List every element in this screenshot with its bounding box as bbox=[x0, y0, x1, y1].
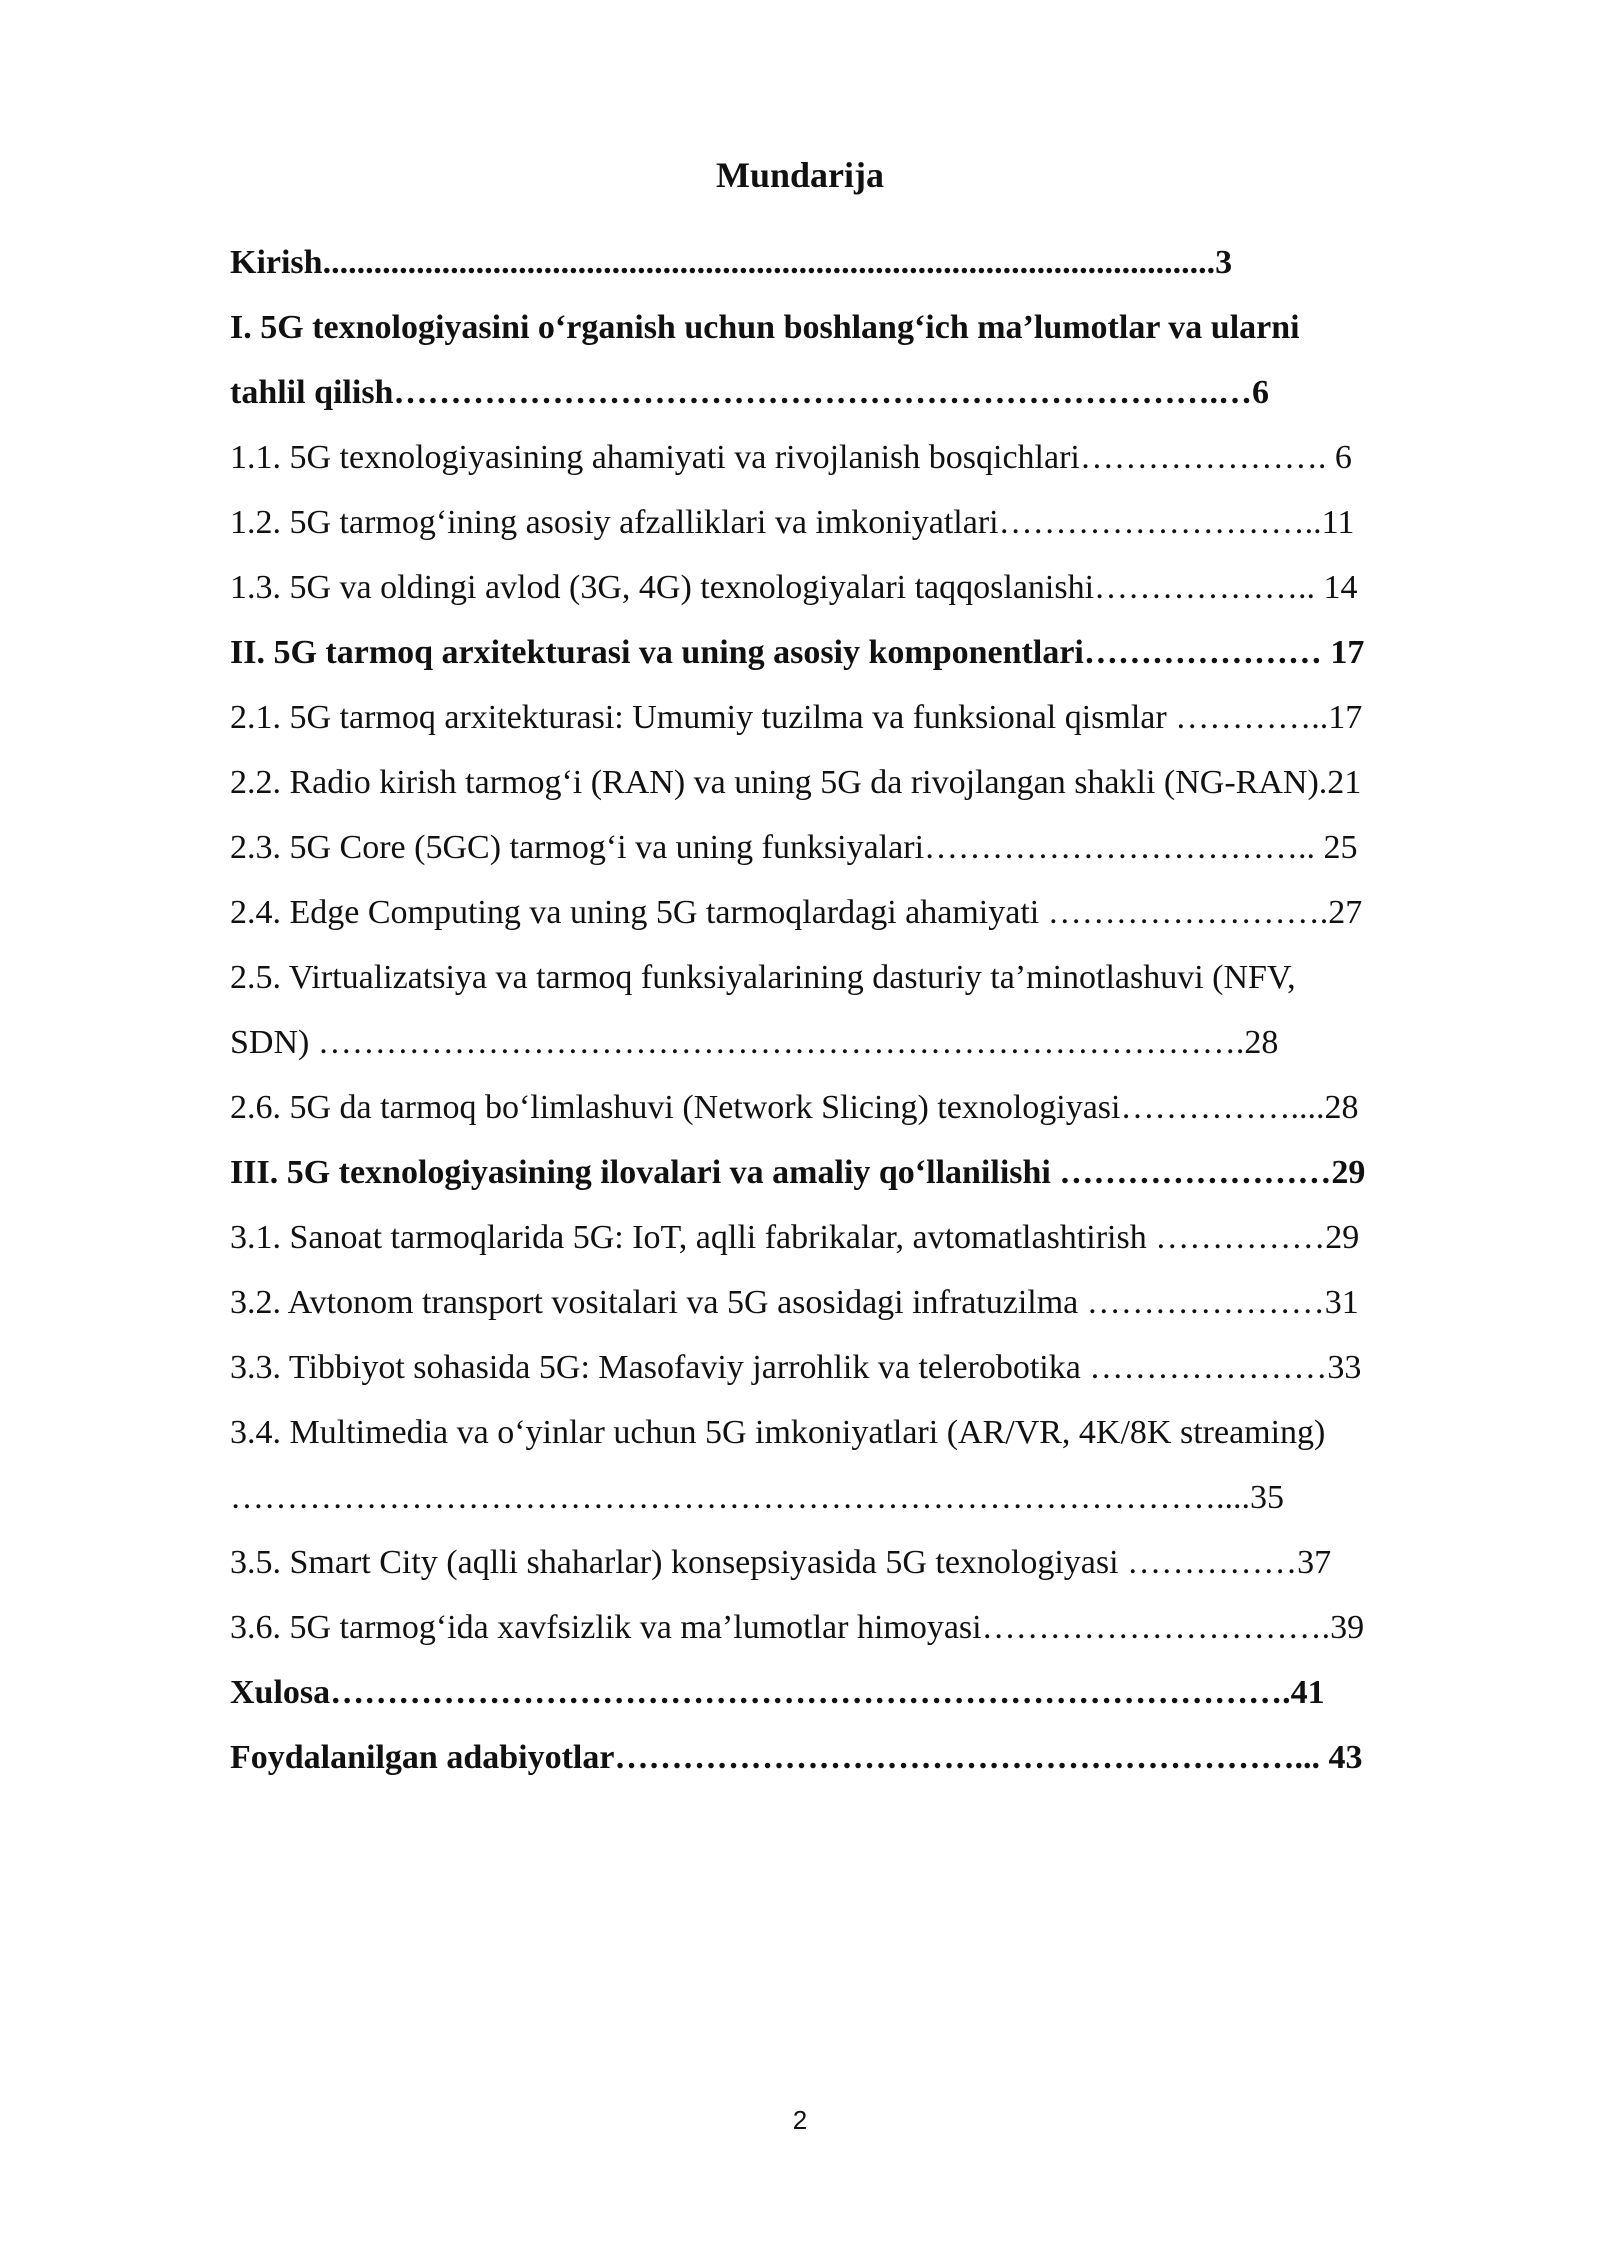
toc-section-1-3[interactable]: 1.3. 5G va oldingi avlod (3G, 4G) texnologiyalari taqqoslanishi……………….. 14 bbox=[230, 569, 1358, 606]
page-number: 2 bbox=[792, 2105, 808, 2135]
toc-chapter-3[interactable]: III. 5G texnologiyasining ilovalari va amaliy qo‘llanilishi ……………………29 bbox=[230, 1154, 1366, 1191]
toc-section-2-2[interactable]: 2.2. Radio kirish tarmog‘i (RAN) va uning 5G da rivojlangan shakli (NG-RAN).21 bbox=[230, 764, 1362, 801]
toc-section-3-5[interactable]: 3.5. Smart City (aqlli shaharlar) konsepsiyasida 5G texnologiyasi ……………37 bbox=[230, 1544, 1332, 1581]
toc-section-1-2[interactable]: 1.2. 5G tarmog‘ining asosiy afzalliklari va imkoniyatlari………………………..11 bbox=[230, 504, 1355, 541]
toc-section-2-5-line-1[interactable]: 2.5. Virtualizatsiya va tarmoq funksiyalarining dasturiy ta’minotlashuvi (NFV, bbox=[230, 959, 1296, 996]
toc-entry-xulosa[interactable]: Xulosa………………………………………………………………………….41 bbox=[230, 1674, 1325, 1711]
toc-entry-kirish[interactable]: Kirish.........................................................................................................3 bbox=[230, 244, 1233, 281]
toc-section-3-3[interactable]: 3.3. Tibbiyot sohasida 5G: Masofaviy jarrohlik va telerobotika …………………33 bbox=[230, 1349, 1362, 1386]
toc-section-3-1[interactable]: 3.1. Sanoat tarmoqlarida 5G: IoT, aqlli fabrikalar, avtomatlashtirish ……………29 bbox=[230, 1219, 1360, 1256]
toc-title: Mundarija bbox=[715, 155, 884, 195]
table-of-contents bbox=[230, 230, 1490, 1790]
toc-section-2-3[interactable]: 2.3. 5G Core (5GC) tarmog‘i va uning funksiyalari…………………………….. 25 bbox=[230, 829, 1358, 866]
toc-chapter-1-line-2[interactable]: tahlil qilish……………………………………………………………….…6 bbox=[230, 374, 1269, 411]
toc-section-1-1[interactable]: 1.1. 5G texnologiyasining ahamiyati va rivojlanish bosqichlari…………………. 6 bbox=[230, 439, 1352, 476]
toc-section-3-4-line-1[interactable]: 3.4. Multimedia va o‘yinlar uchun 5G imkoniyatlari (AR/VR, 4K/8K streaming) bbox=[230, 1414, 1326, 1451]
toc-section-2-1[interactable]: 2.1. 5G tarmoq arxitekturasi: Umumiy tuzilma va funksional qismlar …………..17 bbox=[230, 699, 1363, 736]
toc-section-3-4-line-2[interactable]: ……………………………………………………………………………....35 bbox=[230, 1479, 1284, 1516]
toc-section-3-6[interactable]: 3.6. 5G tarmog‘ida xavfsizlik va ma’lumotlar himoyasi………………………….39 bbox=[230, 1609, 1365, 1646]
toc-chapter-1-line-1[interactable]: I. 5G texnologiyasini o‘rganish uchun boshlang‘ich ma’lumotlar va ularni bbox=[230, 309, 1300, 346]
toc-section-2-4[interactable]: 2.4. Edge Computing va uning 5G tarmoqlardagi ahamiyati …………………….27 bbox=[230, 894, 1363, 931]
toc-chapter-2[interactable]: II. 5G tarmoq arxitekturasi va uning asosiy komponentlari………………… 17 bbox=[230, 634, 1365, 671]
toc-section-2-6[interactable]: 2.6. 5G da tarmoq bo‘limlashuvi (Network Slicing) texnologiyasi……………....28 bbox=[230, 1089, 1359, 1126]
toc-entry-references[interactable]: Foydalanilgan adabiyotlar……………………………………………………... 43 bbox=[230, 1739, 1363, 1776]
toc-section-2-5-line-2[interactable]: SDN) ……………………………………………………………………….28 bbox=[230, 1024, 1279, 1061]
toc-section-3-2[interactable]: 3.2. Avtonom transport vositalari va 5G asosidagi infratuzilma …………………31 bbox=[230, 1284, 1359, 1321]
